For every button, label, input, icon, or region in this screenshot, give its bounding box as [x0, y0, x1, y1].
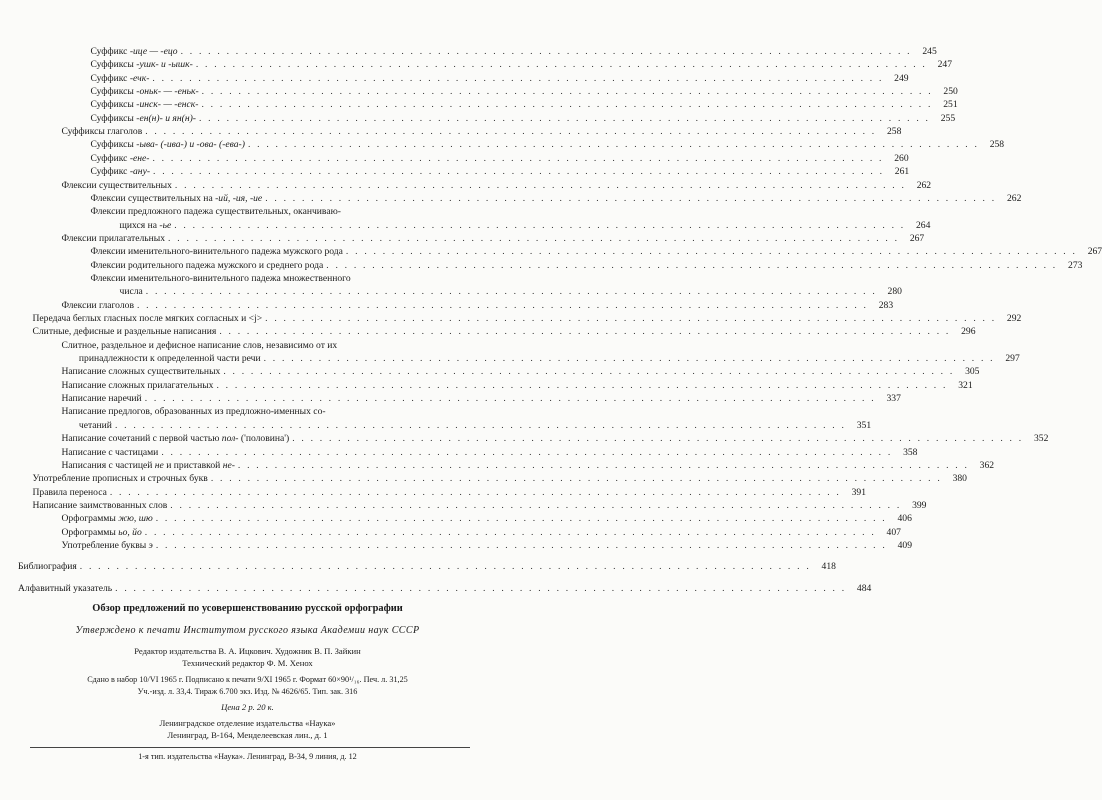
toc-page-number: 297: [1005, 353, 1020, 365]
dot-leader: . . . . . . . . . . . . . . . . . . . . . . . . . . . . . . . . . . . . . . . . . . . . . . . . . . . . . . . . . . . . . . . . . . . . . . . . . . . . . . . .: [168, 232, 900, 244]
dot-leader: . . . . . . . . . . . . . . . . . . . . . . . . . . . . . . . . . . . . . . . . . . . . . . . . . . . . . . . . . . . . . . . . . . . . . . . . . . . . . . . .: [79, 561, 811, 573]
toc-entry-title: Употребление прописных и строчных букв: [32, 473, 208, 485]
toc-page-number: 362: [979, 459, 995, 471]
toc-entry-title: Написание с частицами: [61, 446, 159, 458]
toc-entry: [61, 232, 925, 245]
toc-page-number: 245: [922, 46, 937, 57]
toc-entry-title: принадлежности к определенной части речи: [78, 353, 261, 365]
toc-entry-title: Суффиксы -ушк- и -ышк-: [90, 59, 193, 71]
dot-leader: . . . . . . . . . . . . . . . . . . . . . . . . . . . . . . . . . . . . . . . . . . . . . . . . . . . . . . . . . . . . . . . . . . . . . . . . . . . . . . . .: [223, 366, 955, 378]
toc-entry: [61, 539, 912, 552]
toc-entry-title: Слитное, раздельное и дефисное написание слов, независимо от их: [61, 339, 338, 351]
dot-leader: . . . . . . . . . . . . . . . . . . . . . . . . . . . . . . . . . . . . . . . . . . . . . . . . . . . . . . . . . . . . . . . . . . . . . . . . . . . . . . . .: [216, 379, 948, 391]
toc-entry: [61, 179, 932, 192]
toc-page-number: 262: [916, 179, 932, 191]
dot-leader: . . . . . . . . . . . . . . . . . . . . . . . . . . . . . . . . . . . . . . . . . . . . . . . . . . . . . . . . . . . . . . . . . . . . . . . . . . . . . . . .: [155, 513, 887, 525]
toc-entry: [61, 299, 894, 312]
toc-entry: [90, 59, 953, 71]
toc-entry-title: Флексии существительных: [61, 179, 172, 191]
toc-entry-title: Написания с частицей не и приставкой не-: [61, 459, 235, 471]
toc-page-number: 280: [887, 286, 902, 298]
toc-page-number: 249: [894, 72, 909, 84]
toc-page-number: 255: [940, 112, 956, 124]
toc-page-number: 264: [916, 219, 931, 231]
dot-leader: . . . . . . . . . . . . . . . . . . . . . . . . . . . . . . . . . . . . . . . . . . . . . . . . . . . . . . . . . . . . . . . . . . . . . . . . . . . . . . . .: [195, 59, 928, 71]
dot-leader: . . . . . . . . . . . . . . . . . . . . . . . . . . . . . . . . . . . . . . . . . . . . . . . . . . . . . . . . . . . . . . . . . . . . . . . . . . . . . . . .: [145, 126, 877, 138]
toc-entry-title: Передача беглых гласных после мягких согласных и <j>: [32, 313, 263, 324]
toc-entry: [90, 259, 1083, 272]
toc-entry: [61, 513, 912, 525]
dot-leader: . . . . . . . . . . . . . . . . . . . . . . . . . . . . . . . . . . . . . . . . . . . . . . . . . . . . . . . . . . . . . . . . . . . . . . . . . . . . . . . .: [201, 99, 933, 111]
printer-line: 1-я тип. издательства «Наука». Ленинград, В-34, 9 линия, д. 12: [138, 752, 357, 761]
toc-entry: [90, 246, 1102, 258]
toc-entry-title: Суффиксы -оньк- — -еньк-: [90, 86, 199, 98]
toc-entry-title: Флексии родительного падежа мужского и среднего рода: [90, 259, 324, 271]
toc-page-number: 262: [1006, 192, 1022, 204]
toc-entry: [62, 340, 471, 352]
toc-entry-title: Флексии именительного-винительного падежа множественного: [90, 272, 351, 284]
dot-leader: . . . . . . . . . . . . . . . . . . . . . . . . . . . . . . . . . . . . . . . . . . . . . . . . . . . . . . . . . . . . . . . . . . . . . . . . . . . . . . . .: [210, 473, 942, 485]
toc-page-number: 267: [1087, 246, 1102, 258]
dot-leader: . . . . . . . . . . . . . . . . . . . . . . . . . . . . . . . . . . . . . . . . . . . . . . . . . . . . . . . . . . . . . . . . . . . . . . . . . . . . . . . .: [174, 179, 907, 191]
toc-page-number: 258: [887, 126, 902, 138]
dot-leader: . . . . . . . . . . . . . . . . . . . . . . . . . . . . . . . . . . . . . . . . . . . . . . . . . . . . . . . . . . . . . . . . . . . . . . . . . . . . . . . .: [292, 433, 1024, 445]
toc-entry: [32, 486, 866, 499]
toc-entry-title: Суффикс -ене-: [90, 152, 150, 164]
toc-entry: [90, 192, 1022, 205]
toc-entry: [90, 99, 958, 111]
dot-leader: . . . . . . . . . . . . . . . . . . . . . . . . . . . . . . . . . . . . . . . . . . . . . . . . . . . . . . . . . . . . . . . . . . . . . . . . . . . . . . . .: [145, 286, 877, 298]
toc-entry-title: Орфограммы ьо, йо: [61, 526, 142, 538]
toc-page-number: 283: [878, 299, 894, 311]
dot-leader: . . . . . . . . . . . . . . . . . . . . . . . . . . . . . . . . . . . . . . . . . . . . . . . . . . . . . . . . . . . . . . . . . . . . . . . . . . . . . . . .: [161, 446, 893, 458]
toc-entry: [32, 473, 967, 485]
dot-leader: . . . . . . . . . . . . . . . . . . . . . . . . . . . . . . . . . . . . . . . . . . . . . . . . . . . . . . . . . . . . . . . . . . . . . . . . . . . . . . . .: [263, 353, 995, 365]
toc-page-number: 351: [856, 419, 872, 431]
dot-leader: . . . . . . . . . . . . . . . . . . . . . . . . . . . . . . . . . . . . . . . . . . . . . . . . . . . . . . . . . . . . . . . . . . . . . . . . . . . . . . . .: [237, 459, 970, 471]
toc-entry-title: четаний: [78, 419, 112, 431]
toc-entry-title: Написание сложных прилагательных: [61, 379, 214, 391]
toc-entry: [61, 526, 901, 539]
toc-page-number: 258: [989, 139, 1005, 151]
toc-page-number: 337: [886, 393, 901, 405]
dot-leader: . . . . . . . . . . . . . . . . . . . . . . . . . . . . . . . . . . . . . . . . . . . . . . . . . . . . . . . . . . . . . . . . . . . . . . . . . . . . . . . .: [155, 539, 887, 551]
dot-leader: . . . . . . . . . . . . . . . . . . . . . . . . . . . . . . . . . . . . . . . . . . . . . . . . . . . . . . . . . . . . . . . . . . . . . . . . . . . . . . . .: [326, 259, 1058, 271]
toc-page-number: 305: [965, 366, 980, 378]
toc-page-number: 261: [894, 166, 910, 178]
publisher-line-1: Ленинградское отделение издательства «Наука»: [159, 718, 336, 728]
toc-page-number: 358: [903, 446, 918, 458]
toc-entry: [32, 326, 976, 338]
toc-entry: [61, 126, 902, 138]
editor-line: Редактор издательства В. А. Ицкович. Художник В. П. Зайкин: [134, 646, 361, 656]
toc-entry-title: Флексии именительного-винительного падежа мужского рода: [90, 246, 343, 258]
divider-rule: [30, 747, 470, 748]
print-line-1: Сдано в набор 10/VI 1965 г. Подписано к печати 9/XI 1965 г. Формат 60×90¹/₁₆. Печ. л. 31,25: [87, 675, 408, 684]
toc-page-number: 407: [886, 526, 901, 538]
toc-entry: [61, 446, 918, 459]
toc-entry-title: Суффиксы -ен(н)- и ян(н)-: [90, 112, 196, 124]
toc-entry-title: Суффикс -ице — -ецо: [90, 46, 178, 57]
toc-entry-title: щихся на -ье: [119, 219, 172, 231]
toc-page-number: 250: [943, 86, 958, 98]
toc-entry-title: Суффикс -ану-: [90, 166, 151, 178]
toc-entry-title: Флексии предложного падежа существительных, оканчиваю-: [90, 206, 341, 218]
toc-entry-title: Слитные, дефисные и раздельные написания: [32, 326, 217, 338]
approved-line: Утверждено к печати Институтом русского языка Академии наук СССР: [75, 625, 420, 636]
tech-editor-line: Технический редактор Ф. М. Хенох: [182, 658, 313, 668]
toc-page-number: 380: [952, 473, 967, 485]
toc-entry: [90, 166, 910, 178]
toc-entry: [90, 112, 956, 125]
toc-entry: [61, 379, 973, 392]
toc-entry: [61, 393, 901, 405]
dot-leader: . . . . . . . . . . . . . . . . . . . . . . . . . . . . . . . . . . . . . . . . . . . . . . . . . . . . . . . . . . . . . . . . . . . . . . . . . . . . . . . .: [144, 526, 876, 538]
toc-page-number: 251: [943, 99, 958, 111]
toc-entry: [90, 46, 937, 58]
toc-entry-title: Написание предлогов, образованных из предложно-именных со-: [61, 406, 326, 418]
print-line-2: Уч.-изд. л. 33,4. Тираж 6.700 экз. Изд. № 4626/65. Тип. зак. 316: [137, 687, 358, 696]
toc-page-number: 352: [1033, 433, 1049, 445]
toc-page-number: 409: [897, 539, 912, 551]
toc-page-number: 267: [909, 232, 925, 244]
price-line: Цена 2 р. 20 к.: [221, 702, 274, 712]
dot-leader: . . . . . . . . . . . . . . . . . . . . . . . . . . . . . . . . . . . . . . . . . . . . . . . . . . . . . . . . . . . . . . . . . . . . . . . . . . . . . . . .: [247, 139, 980, 151]
toc-entry-title: Суффиксы -ыва- (-ива-) и -ова- (-ева-): [90, 139, 245, 151]
toc-entry: [90, 152, 909, 165]
toc-entry-title: Написание сочетаний с первой частью пол- ('половина'): [61, 433, 290, 445]
dot-leader: . . . . . . . . . . . . . . . . . . . . . . . . . . . . . . . . . . . . . . . . . . . . . . . . . . . . . . . . . . . . . . . . . . . . . . . . . . . . . . . .: [115, 582, 847, 594]
toc-entry: [78, 419, 872, 432]
dot-leader: . . . . . . . . . . . . . . . . . . . . . . . . . . . . . . . . . . . . . . . . . . . . . . . . . . . . . . . . . . . . . . . . . . . . . . . . . . . . . . . .: [170, 499, 902, 511]
toc-entry-title: Флексии прилагательных: [61, 232, 166, 244]
toc-entry-title: Библиография: [18, 561, 77, 573]
toc-page-number: 406: [897, 513, 912, 525]
toc-entry-title: Алфавитный указатель: [18, 582, 113, 594]
toc-entry: [32, 499, 927, 512]
toc-entry: [119, 219, 931, 232]
toc-entry-title: Суффикс -ечк-: [90, 72, 150, 84]
toc-page-number: 418: [821, 561, 836, 573]
toc-page-number: 296: [961, 326, 976, 338]
toc-entry: [61, 459, 995, 472]
toc-entry: [119, 286, 902, 298]
toc-entry: [18, 582, 872, 595]
toc-page-number: 247: [937, 59, 953, 71]
toc-page-number: 391: [851, 486, 866, 498]
toc-entry-title: Флексии существительных на -ий, -ия, -ие: [90, 192, 263, 204]
toc-entry-title: числа: [119, 286, 143, 298]
toc-entry: [18, 561, 836, 573]
toc-page-number: 399: [912, 499, 927, 511]
dot-leader: . . . . . . . . . . . . . . . . . . . . . . . . . . . . . . . . . . . . . . . . . . . . . . . . . . . . . . . . . . . . . . . . . . . . . . . . . . . . . . . .: [265, 313, 997, 324]
toc-entry: [78, 353, 1020, 365]
dot-leader: . . . . . . . . . . . . . . . . . . . . . . . . . . . . . . . . . . . . . . . . . . . . . . . . . . . . . . . . . . . . . . . . . . . . . . . . . . . . . . . .: [109, 486, 841, 498]
dot-leader: . . . . . . . . . . . . . . . . . . . . . . . . . . . . . . . . . . . . . . . . . . . . . . . . . . . . . . . . . . . . . . . . . . . . . . . . . . . . . . . .: [198, 112, 931, 124]
toc-entry: [90, 86, 958, 98]
dot-leader: . . . . . . . . . . . . . . . . . . . . . . . . . . . . . . . . . . . . . . . . . . . . . . . . . . . . . . . . . . . . . . . . . . . . . . . . . . . . . . . .: [345, 246, 1078, 258]
colophon-heading: Обзор предложений по усовершенствованию русской орфографии: [92, 603, 403, 614]
toc-entry-title: Написание наречий: [61, 393, 142, 405]
dot-leader: . . . . . . . . . . . . . . . . . . . . . . . . . . . . . . . . . . . . . . . . . . . . . . . . . . . . . . . . . . . . . . . . . . . . . . . . . . . . . . . .: [219, 326, 951, 338]
toc-page-number: 292: [1006, 313, 1022, 324]
toc-entry-title: Написание сложных существительных: [61, 366, 221, 378]
toc-entry: [32, 313, 1022, 325]
toc-entry-title: Написание заимствованных слов: [32, 499, 168, 511]
dot-leader: . . . . . . . . . . . . . . . . . . . . . . . . . . . . . . . . . . . . . . . . . . . . . . . . . . . . . . . . . . . . . . . . . . . . . . . . . . . . . . . .: [174, 219, 906, 231]
toc-entry: [62, 406, 471, 418]
dot-leader: . . . . . . . . . . . . . . . . . . . . . . . . . . . . . . . . . . . . . . . . . . . . . . . . . . . . . . . . . . . . . . . . . . . . . . . . . . . . . . . .: [144, 393, 876, 405]
toc-entry: [90, 139, 1005, 151]
toc-entry-title: Орфограммы жю, шю: [61, 513, 153, 525]
toc-entry: [90, 72, 909, 85]
toc-entry-title: Употребление буквы э: [61, 539, 153, 551]
dot-leader: . . . . . . . . . . . . . . . . . . . . . . . . . . . . . . . . . . . . . . . . . . . . . . . . . . . . . . . . . . . . . . . . . . . . . . . . . . . . . . . .: [265, 192, 997, 204]
toc-entry: [91, 206, 471, 218]
toc-entry: [61, 433, 1049, 445]
toc-entry-title: Правила переноса: [32, 486, 107, 498]
dot-leader: . . . . . . . . . . . . . . . . . . . . . . . . . . . . . . . . . . . . . . . . . . . . . . . . . . . . . . . . . . . . . . . . . . . . . . . . . . . . . . . .: [152, 152, 884, 164]
toc-entry: [61, 366, 980, 378]
toc-entry-title: Суффиксы глаголов: [61, 126, 143, 138]
dot-leader: . . . . . . . . . . . . . . . . . . . . . . . . . . . . . . . . . . . . . . . . . . . . . . . . . . . . . . . . . . . . . . . . . . . . . . . . . . . . . . . .: [180, 46, 912, 57]
dot-leader: . . . . . . . . . . . . . . . . . . . . . . . . . . . . . . . . . . . . . . . . . . . . . . . . . . . . . . . . . . . . . . . . . . . . . . . . . . . . . . . .: [136, 299, 869, 311]
toc-page-number: 260: [894, 152, 909, 164]
publisher-line-2: Ленинград, В-164, Менделеевская лин., д. 1: [167, 730, 328, 740]
dot-leader: . . . . . . . . . . . . . . . . . . . . . . . . . . . . . . . . . . . . . . . . . . . . . . . . . . . . . . . . . . . . . . . . . . . . . . . . . . . . . . . .: [152, 72, 884, 84]
toc-page-number: 321: [958, 379, 973, 391]
toc-entry-title: Суффиксы -инск- — -енск-: [90, 99, 199, 111]
dot-leader: . . . . . . . . . . . . . . . . . . . . . . . . . . . . . . . . . . . . . . . . . . . . . . . . . . . . . . . . . . . . . . . . . . . . . . . . . . . . . . . .: [201, 86, 933, 98]
dot-leader: . . . . . . . . . . . . . . . . . . . . . . . . . . . . . . . . . . . . . . . . . . . . . . . . . . . . . . . . . . . . . . . . . . . . . . . . . . . . . . . .: [114, 419, 847, 431]
dot-leader: . . . . . . . . . . . . . . . . . . . . . . . . . . . . . . . . . . . . . . . . . . . . . . . . . . . . . . . . . . . . . . . . . . . . . . . . . . . . . . . .: [153, 166, 885, 178]
toc-entry: [91, 273, 471, 285]
toc-page-number: 273: [1068, 259, 1083, 271]
toc-page-number: 484: [856, 582, 872, 594]
toc-entry-title: Флексии глаголов: [61, 299, 134, 311]
